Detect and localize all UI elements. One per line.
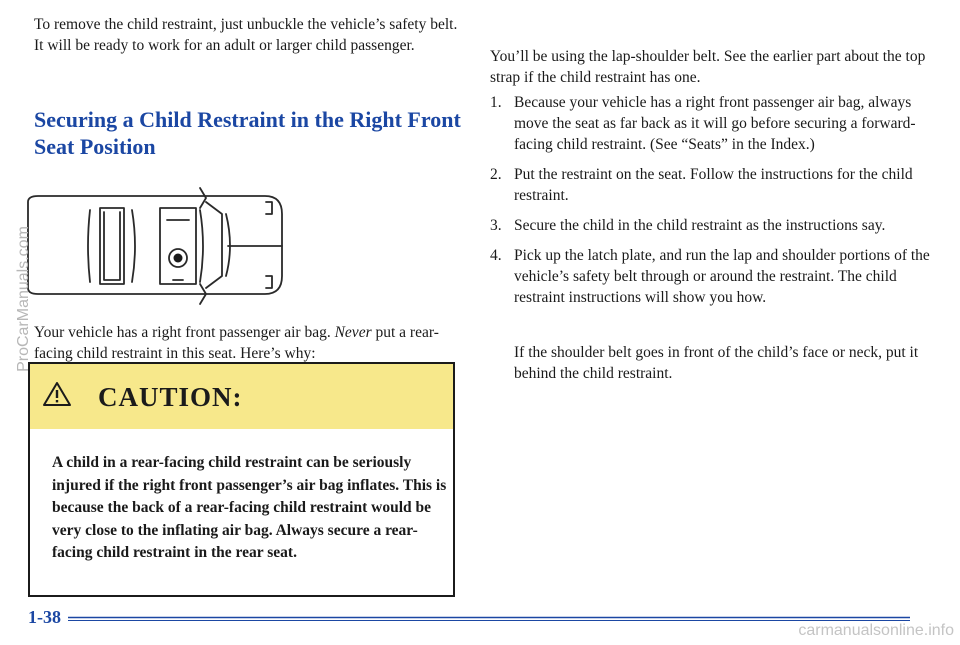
section-heading: Securing a Child Restraint in the Right Front Seat Position [34, 107, 461, 159]
watermark-bottom: carmanualsonline.info [798, 622, 954, 639]
car-seat-diagram-icon [20, 180, 290, 310]
list-item: 4. Pick up the latch plate, and run the lap and shoulder portions of the vehicle’s safety belt through or around the restraint. The child restraint instructions will show you how. [490, 247, 930, 306]
left-intro-paragraph: To remove the child restraint, just unbuckle the vehicle’s safety belt. It will be ready to work for an adult or larger child passenger. [34, 16, 458, 54]
list-item: 1. Because your vehicle has a right front passenger air bag, always move the seat as far back as it will go before securing a forward-facing child restraint. (See “Seats” in the Index.) [490, 94, 916, 153]
list-item: 3. Secure the child in the child restraint as the instructions say. [490, 217, 886, 234]
caution-text: A child in a rear-facing child restraint can be seriously injured if the right front passenger’s air bag inflates. This is because the back of a rear-facing child restraint would be very close to the inflating air bag. Always secure a rear-facing child restraint in the rear seat. [52, 454, 447, 561]
caution-title: CAUTION: [98, 382, 243, 412]
airbag-never: Never [334, 324, 372, 341]
footer-rule [68, 616, 910, 622]
list-item: 2. Put the restraint on the seat. Follow the instructions for the child restraint. [490, 166, 913, 204]
page-number: 1-38 [28, 607, 61, 627]
airbag-warning-paragraph [34, 322, 474, 364]
airbag-text: Your vehicle has a right front passenger air bag. [34, 324, 331, 341]
steps-list [490, 92, 930, 317]
airbag-rest: put a rear-facing child restraint in this seat. Here’s why: [34, 324, 439, 362]
closing-paragraph: If the shoulder belt goes in front of the child’s face or neck, put it behind the child restraint. [514, 344, 919, 382]
caution-box [28, 362, 455, 597]
watermark-left: ProCarManuals.com [15, 226, 32, 372]
right-intro-paragraph: You’ll be using the lap-shoulder belt. See the earlier part about the top strap if the child restraint has one. [490, 48, 926, 86]
